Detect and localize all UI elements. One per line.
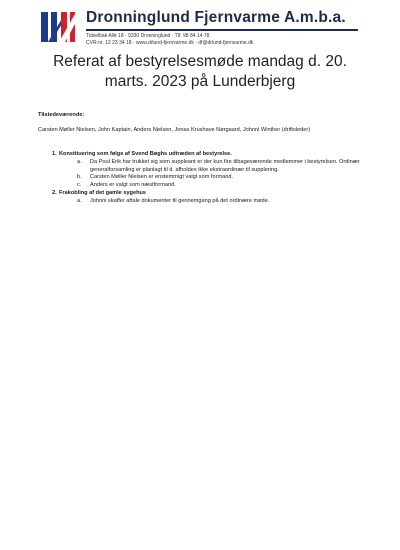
letterhead-divider xyxy=(86,29,358,31)
document-title: Referat af bestyrelsesmøde mandag d. 20. marts. 2023 på Lunderbjerg xyxy=(53,53,347,90)
agenda-item-title: Frakobling af det gamle sygehus xyxy=(59,189,147,196)
agenda-point xyxy=(77,197,368,206)
agenda-point xyxy=(77,174,368,182)
attendees-label: Tilstedeværende: xyxy=(38,112,85,118)
agenda-point xyxy=(77,158,368,175)
company-logo xyxy=(39,10,77,44)
agenda-point-letter: a. xyxy=(77,158,82,165)
agenda-point-letter: a. xyxy=(77,197,82,204)
agenda-item-title: Konstituering som følge af Svend Bøghs udtræden af bestyrelse. xyxy=(59,151,232,157)
agenda-point-text: Carsten Møller Nielsen er enstemmigt valgt som formand. xyxy=(90,174,233,181)
agenda-item xyxy=(38,151,368,190)
agenda-point-text: Johnni skaffer aftale dokumenter til gennemgang på det ordinære møde. xyxy=(90,197,270,204)
attendees-list: Carsten Møller Nielsen, John Kaptain, Anders Nielsen, Jonas Krushave Nørgaard, Johnni Winther (driftsleder) xyxy=(38,127,311,133)
company-address: Tidselbak Allé 18 · 9330 Dronninglund · Tlf. 98 84 14 78 xyxy=(86,33,210,39)
company-name: Dronninglund Fjernvarme A.m.b.a. xyxy=(86,9,346,26)
agenda-item xyxy=(38,190,368,206)
agenda-list xyxy=(38,151,368,206)
company-contact: CVR-nr. 12 23 34 18 · www.drlund-fjernvarme.dk · df@drlund-fjernvarme.dk xyxy=(86,40,254,46)
agenda-point xyxy=(77,182,368,190)
agenda-item-number: 2. xyxy=(52,189,57,196)
agenda-point-text: Anders er valgt som næstformand. xyxy=(90,182,176,189)
agenda-point-text: Da Poul Erik har trukket sig som suppleant er der kun fire tilbageværende medlemmer i bestyrelsen. Ordinær generalforsamling er planlagt til d. afholdes ikke ekstraordinær til supplering. xyxy=(90,158,360,173)
agenda-item-number: 1. xyxy=(52,151,57,157)
letterhead xyxy=(39,10,359,46)
agenda-point-letter: c. xyxy=(77,182,82,189)
agenda-point-letter: b. xyxy=(77,174,82,181)
